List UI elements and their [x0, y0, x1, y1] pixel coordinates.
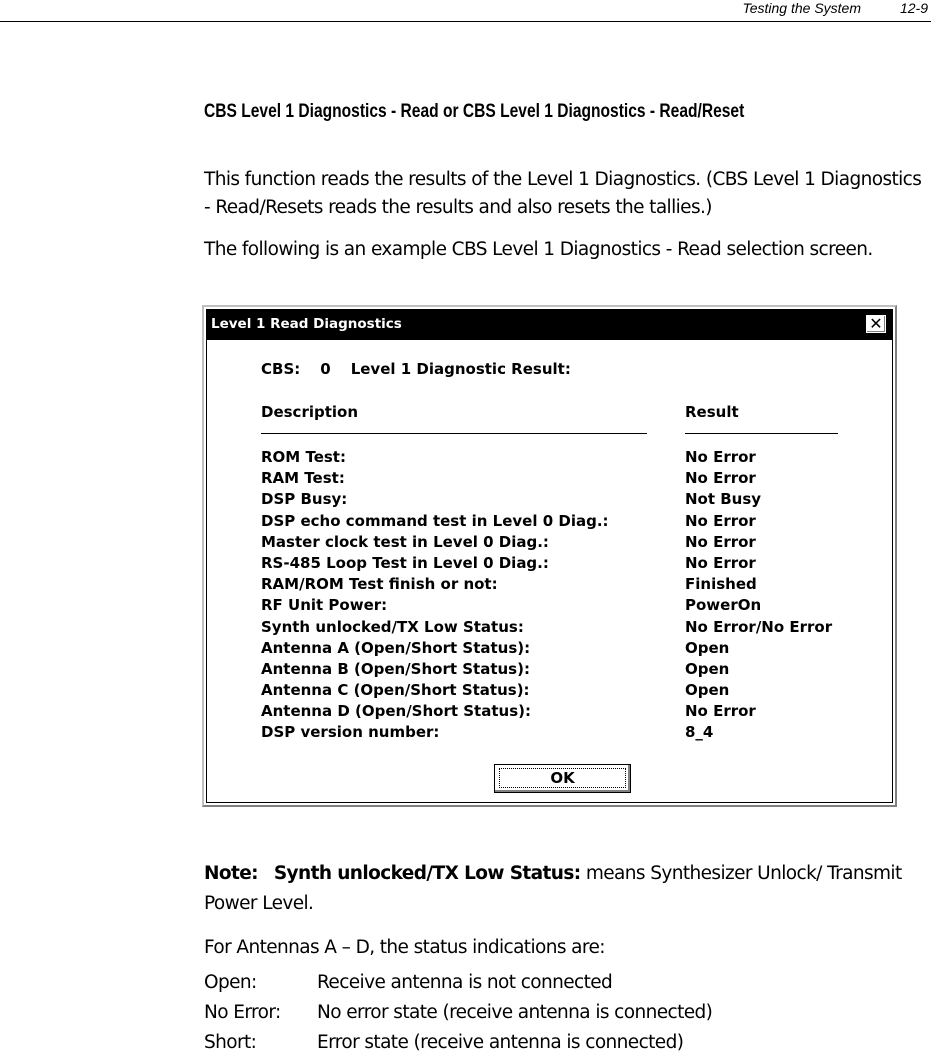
row-result: No Error/No Error [685, 617, 833, 636]
cbs-line [261, 360, 591, 378]
list-item [204, 998, 924, 1028]
list-item [204, 1028, 924, 1058]
status-key: Short: [204, 1032, 257, 1053]
header-page-number: 12-9 [899, 0, 928, 16]
table-row [261, 447, 881, 468]
antenna-status-list [204, 968, 924, 1058]
row-description: Antenna C (Open/Short Status): [261, 681, 530, 700]
status-key: Open: [204, 972, 257, 993]
table-row [261, 468, 881, 489]
level1-read-diagnostics-dialog [202, 305, 897, 807]
table-row [261, 638, 881, 659]
table-row [261, 511, 881, 532]
row-description: DSP Busy: [261, 490, 348, 509]
table-row [261, 553, 881, 574]
row-description: Antenna D (Open/Short Status): [261, 702, 531, 721]
cbs-label: CBS: [261, 360, 301, 378]
row-result: No Error [685, 469, 756, 488]
section-heading: CBS Level 1 Diagnostics - Read or CBS Level 1 Diagnostics - Read/Reset [204, 101, 745, 122]
status-value: No error state (receive antenna is connected) [317, 1002, 713, 1023]
dialog-body [204, 307, 895, 805]
row-description: Synth unlocked/TX Low Status: [261, 617, 524, 636]
note-term: Synth unlocked/TX Low Status: [273, 863, 581, 884]
note-paragraph [204, 859, 924, 919]
table-row [261, 617, 881, 638]
ok-button-label: OK [550, 769, 575, 787]
list-item [204, 968, 924, 998]
table-row [261, 532, 881, 553]
cbs-value: 0 [320, 360, 331, 378]
paragraph-example-intro: The following is an example CBS Level 1 Diagnostics - Read selection screen. [204, 239, 873, 260]
row-result: No Error [685, 532, 756, 551]
row-description: ROM Test: [261, 448, 346, 466]
close-icon[interactable]: ✕ [866, 315, 886, 333]
row-result: Finished [685, 575, 757, 594]
diagnostic-results-list [261, 447, 881, 744]
row-description: RAM/ROM Test finish or not: [261, 575, 498, 594]
description-header-rule [261, 433, 647, 434]
row-description: DSP echo command test in Level 0 Diag.: [261, 511, 609, 530]
table-row [261, 659, 881, 680]
description-column-header: Description [261, 403, 359, 421]
result-column-header: Result [685, 403, 739, 421]
row-result: Open [685, 659, 730, 678]
row-description: Antenna B (Open/Short Status): [261, 659, 530, 678]
row-result: PowerOn [685, 596, 762, 615]
page-header [0, 0, 931, 22]
table-row [261, 595, 881, 616]
ok-button[interactable] [494, 764, 631, 793]
status-value: Receive antenna is not connected [317, 972, 613, 993]
row-result: No Error [685, 448, 756, 466]
row-description: Master clock test in Level 0 Diag.: [261, 532, 549, 551]
table-row [261, 701, 881, 722]
table-row [261, 489, 881, 510]
row-description: RS-485 Loop Test in Level 0 Diag.: [261, 553, 549, 572]
row-description: DSP version number: [261, 723, 440, 742]
row-description: RAM Test: [261, 469, 345, 488]
row-result: No Error [685, 511, 756, 530]
note-text: means Synthesizer Unlock/ Transmit Power Level. [204, 863, 902, 914]
header-title: Testing the System [742, 0, 861, 16]
note-label: Note: [204, 863, 258, 884]
antenna-status-intro: For Antennas A – D, the status indications are: [204, 937, 605, 958]
table-row [261, 574, 881, 595]
dialog-title: Level 1 Read Diagnostics [211, 316, 402, 332]
row-result: No Error [685, 553, 756, 572]
row-result: Not Busy [685, 490, 762, 509]
row-description: Antenna A (Open/Short Status): [261, 638, 531, 657]
result-title: Level 1 Diagnostic Result: [350, 360, 571, 378]
row-result: Open [685, 638, 730, 657]
row-description: RF Unit Power: [261, 596, 388, 615]
paragraph-description: This function reads the results of the Level 1 Diagnostics. (CBS Level 1 Diagnostics - Read/Resets reads the results and also resets the tallies.) [204, 169, 922, 218]
table-row [261, 722, 881, 743]
row-result: 8_4 [685, 723, 714, 742]
row-result: No Error [685, 702, 756, 721]
row-result: Open [685, 681, 730, 700]
status-key: No Error: [204, 1002, 281, 1023]
result-header-rule [685, 433, 838, 434]
status-value: Error state (receive antenna is connected) [317, 1032, 684, 1053]
table-row [261, 680, 881, 701]
